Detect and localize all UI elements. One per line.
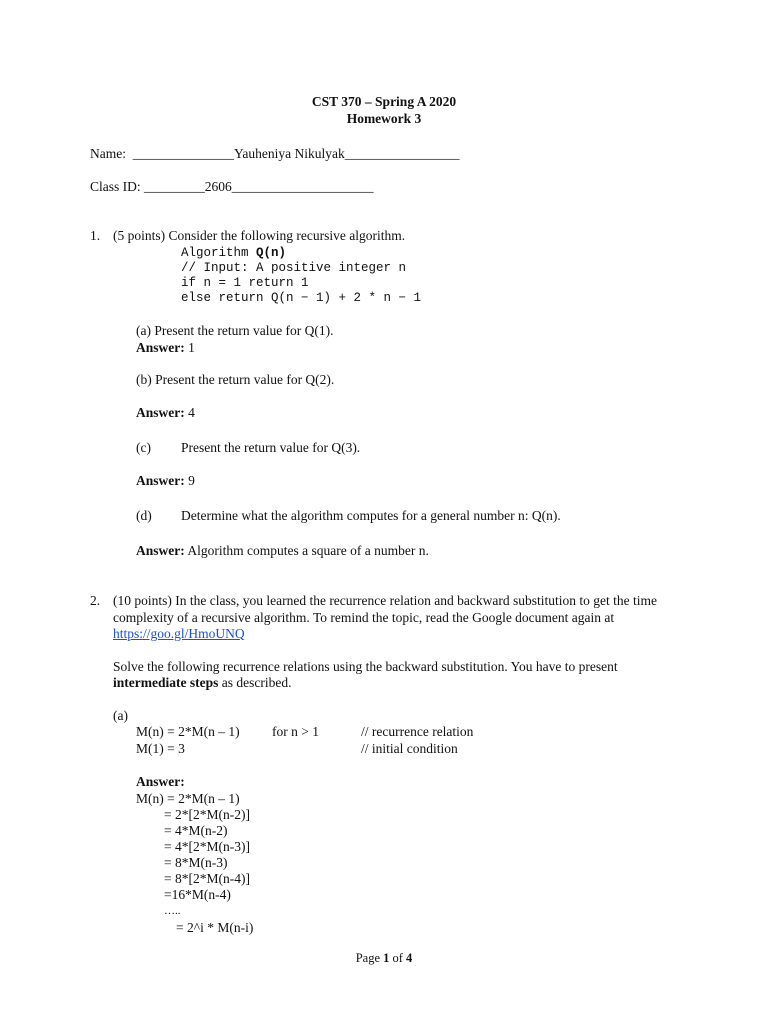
page-footer: [0, 950, 768, 966]
classid-value: _________2606_____________________: [144, 179, 374, 194]
code-line-1: [181, 245, 286, 261]
classid-label: Class ID:: [90, 179, 141, 194]
homework-title: Homework 3: [346, 111, 422, 126]
classid-line: [90, 179, 374, 195]
page-total: 4: [406, 951, 413, 965]
substitution-step: = 8*M(n-3): [164, 855, 228, 870]
name-label: Name:: [90, 146, 126, 161]
q1a-answer: [136, 340, 195, 356]
answer-value: Algorithm computes a square of a number n.: [184, 543, 429, 558]
answer-value: 1: [184, 340, 195, 355]
q1c-question: Present the return value for Q(3).: [181, 440, 361, 455]
q2-number: 2.: [90, 593, 101, 608]
substitution-step: = 4*M(n-2): [164, 823, 228, 838]
recurrence-comment: // recurrence relation: [361, 724, 474, 739]
q1c-answer: [136, 473, 195, 489]
q1c-letter: (c): [136, 440, 151, 455]
substitution-step: = 2*[2*M(n-2)]: [164, 807, 250, 822]
name-value: _______________Yauheniya Nikulyak_________________: [132, 146, 460, 161]
google-doc-link[interactable]: https://goo.gl/HmoUNQ: [113, 626, 245, 641]
solve-line-rest: as described.: [218, 675, 292, 690]
code-algorithm-keyword: Algorithm: [181, 246, 257, 260]
code-line-4: else return Q(n − 1) + 2 * n − 1: [181, 291, 422, 305]
answer-label: Answer:: [136, 543, 185, 558]
q2-solve-line-2: [113, 675, 291, 691]
code-line-3: if n = 1 return 1: [181, 276, 309, 290]
q2-line-1: (10 points) In the class, you learned the recurrence relation and backward substitution to get the time: [113, 593, 657, 608]
substitution-step: = 8*[2*M(n-4)]: [164, 871, 250, 886]
q1-number: 1.: [90, 228, 101, 243]
answer-label: Answer:: [136, 405, 185, 420]
q2-solve-line-1: Solve the following recurrence relations using the backward substitution. You have to present: [113, 659, 618, 674]
course-title: CST 370 – Spring A 2020: [311, 94, 457, 109]
q1d-answer: [136, 543, 429, 559]
answer-value: 9: [184, 473, 195, 488]
q1-prompt: (5 points) Consider the following recursive algorithm.: [113, 228, 406, 243]
substitution-step: =16*M(n-4): [164, 887, 231, 902]
recurrence-relation: M(n) = 2*M(n – 1): [136, 724, 240, 739]
initial-condition: M(1) = 3: [136, 741, 185, 756]
substitution-ellipsis: …..: [164, 905, 181, 917]
q1b-question: (b) Present the return value for Q(2).: [136, 372, 335, 387]
q1d-letter: (d): [136, 508, 152, 523]
code-line-2: // Input: A positive integer n: [181, 261, 407, 275]
of-word: of: [389, 951, 407, 965]
substitution-step: M(n) = 2*M(n – 1): [136, 791, 240, 806]
q2-line-2: complexity of a recursive algorithm. To remind the topic, read the Google document again at: [113, 610, 615, 625]
answer-label: Answer:: [136, 473, 185, 488]
answer-value: 4: [184, 405, 195, 420]
substitution-step: = 4*[2*M(n-3)]: [164, 839, 250, 854]
answer-label: Answer:: [136, 340, 185, 355]
q1d-question: Determine what the algorithm computes for a general number n: Q(n).: [181, 508, 561, 523]
substitution-step: = 2^i * M(n-i): [176, 920, 254, 935]
code-algorithm-name: Q(n): [256, 246, 287, 260]
page-word: Page: [355, 951, 384, 965]
q2a-label: (a): [113, 708, 128, 723]
q1a-question: (a) Present the return value for Q(1).: [136, 323, 334, 338]
q1b-answer: [136, 405, 195, 421]
page-number: 1: [383, 951, 390, 965]
intermediate-steps-emphasis: intermediate steps: [113, 675, 219, 690]
q2a-answer-label: Answer:: [136, 774, 185, 789]
initial-condition-comment: // initial condition: [361, 741, 458, 756]
name-line: [90, 146, 460, 162]
recurrence-condition: for n > 1: [272, 724, 319, 739]
